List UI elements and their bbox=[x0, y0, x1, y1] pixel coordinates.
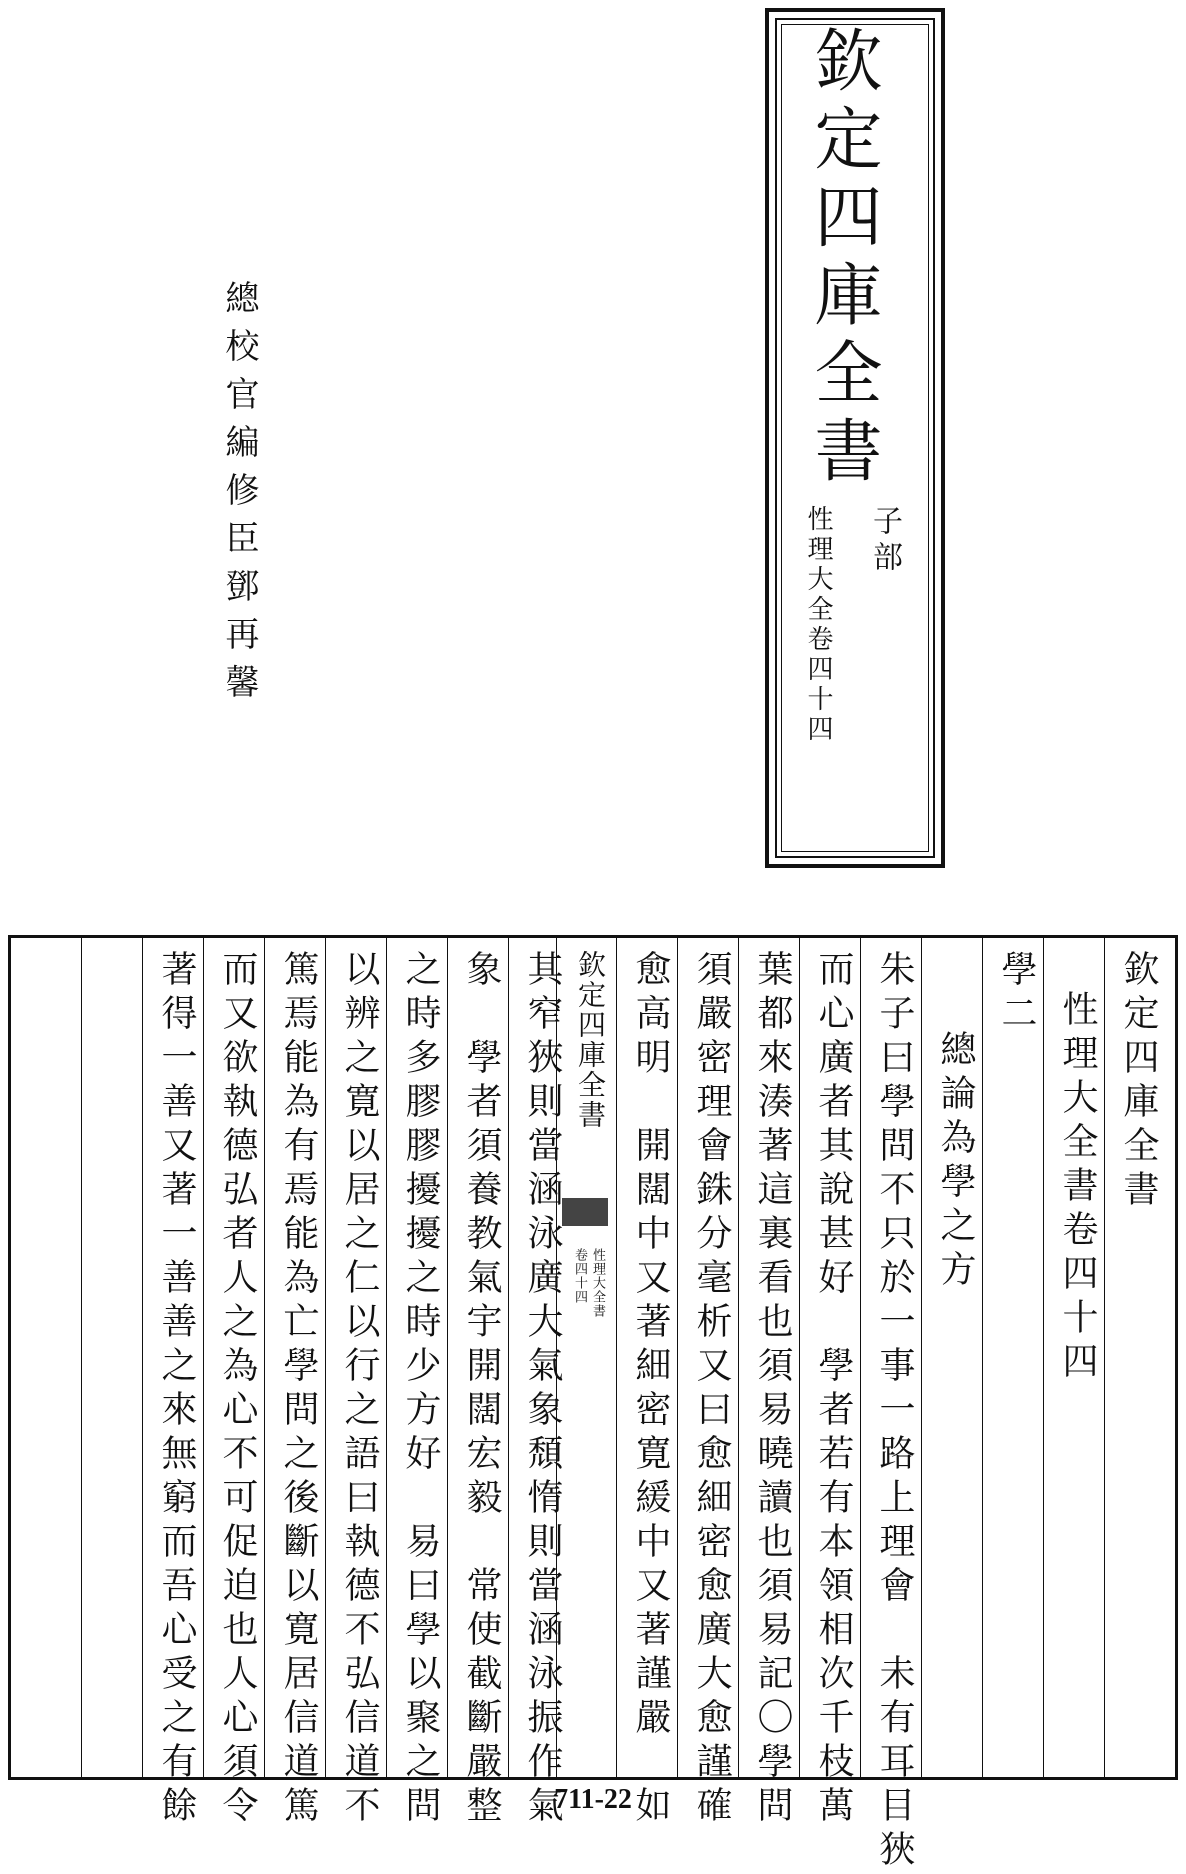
text-column: 愈高明 開闊中又著細密寛緩中又著謹嚴 如 bbox=[630, 950, 671, 1830]
text-column: 著得一善又著一善善之來無窮而吾心受之有餘 bbox=[156, 950, 197, 1830]
text-column: 葉都來湊著這裏看也須易曉讀也須易記〇學問 bbox=[752, 950, 793, 1830]
text-column: 以辨之寛以居之仁以行之語曰執德不弘信道不 bbox=[339, 950, 380, 1830]
cover-subtitle: 性理大全卷四十四 bbox=[803, 505, 833, 745]
text-column: 之時多膠膠擾擾之時少方好 易曰學以聚之問 bbox=[400, 950, 441, 1830]
chapter-title: 學二 bbox=[996, 950, 1037, 1038]
cover-title: 欽定四庫全書 bbox=[803, 25, 882, 493]
text-column: 須嚴密理會銖分毫析又曰愈細密愈廣大愈謹確 bbox=[691, 950, 732, 1830]
center-small-volume: 卷四十四 bbox=[572, 1248, 587, 1304]
book-title: 性理大全書卷四十四 bbox=[1057, 990, 1098, 1386]
page-number: 711-22 bbox=[554, 1784, 632, 1815]
text-column: 而又欲執德弘者人之為心不可促迫也人心須令 bbox=[217, 950, 258, 1830]
cover-section: 子部 bbox=[867, 505, 902, 577]
text-column: 朱子曰學問不只於一事一路上理會 未有耳目狹 bbox=[874, 950, 915, 1874]
center-header: 欽定四庫全書 bbox=[574, 950, 607, 1130]
proofreader-credit: 總校官編修臣鄧再馨 bbox=[219, 280, 259, 712]
page-header: 欽定四庫全書 bbox=[1118, 950, 1159, 1214]
text-column: 篤焉能為有焉能為亡學問之後斷以寛居信道篤 bbox=[278, 950, 319, 1830]
fishtail-mark bbox=[562, 1198, 608, 1226]
text-column: 其窄狹則當涵泳廣大氣象頹惰則當涵泳振作氣 bbox=[522, 950, 563, 1830]
text-column: 象 學者須養教氣宇開闊宏毅 常使截斷嚴整 bbox=[461, 950, 502, 1830]
section-heading: 總論為學之方 bbox=[935, 1030, 976, 1294]
text-column: 而心廣者其說甚好 學者若有本領相次千枝萬 bbox=[813, 950, 854, 1830]
center-small-title: 性理大全書 bbox=[590, 1248, 605, 1318]
